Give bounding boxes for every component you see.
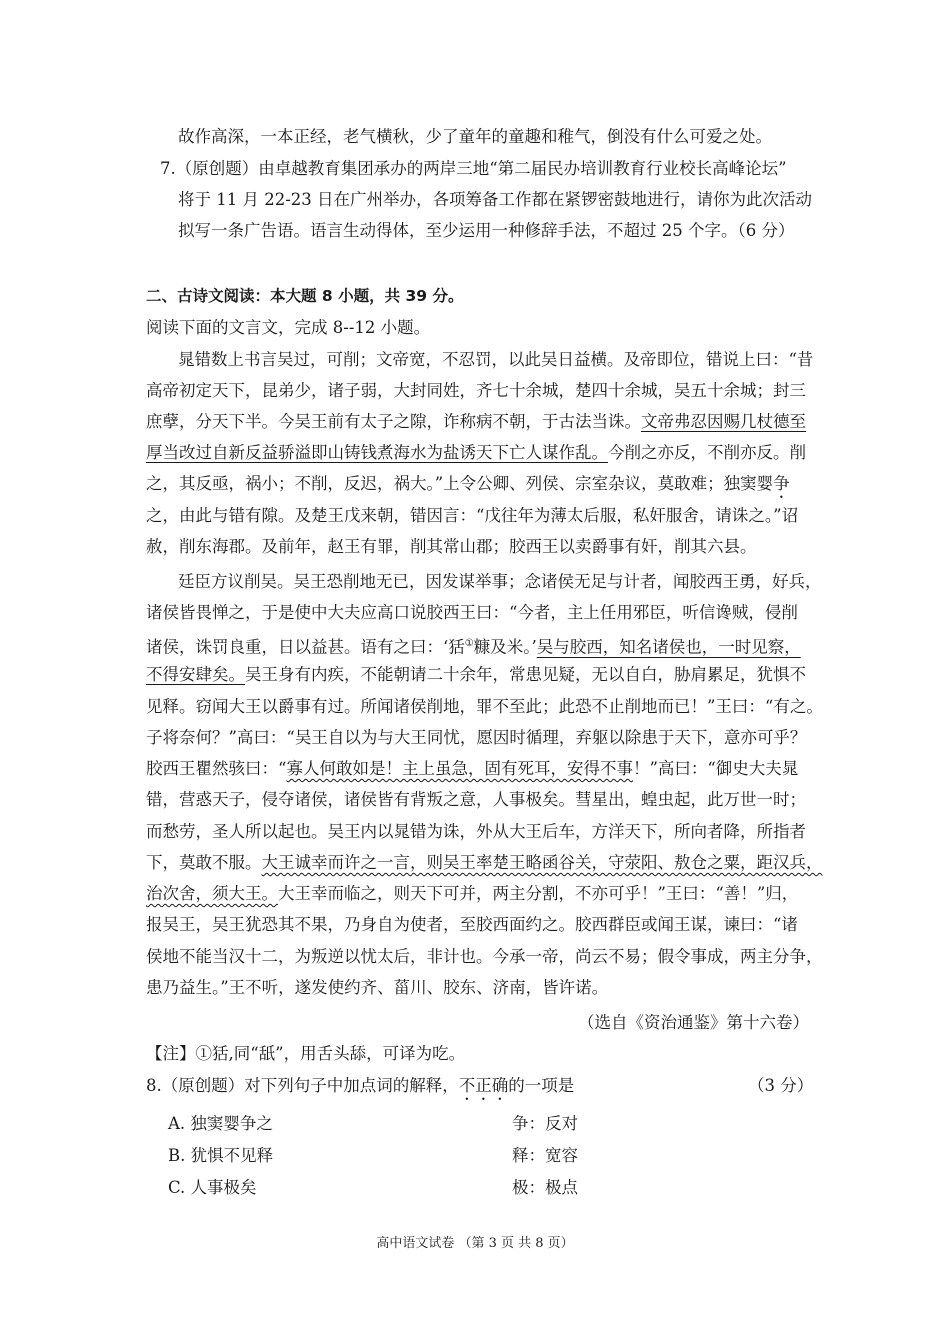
passage-p1-line2: 高帝初定天下，昆弟少，诸子弱，大封同姓，齐七十余城，楚四十余城，吴五十余城；封三 xyxy=(146,381,806,400)
wavy-underlined-sentence: 大王诚幸而许之一言，则吴王率楚王略函谷关，守荥阳、敖仓之粟，距汉兵， xyxy=(261,853,823,872)
wavy-underlined-sentence: 寡人何敢如是！主上虽急，固有死耳，安得不事 xyxy=(286,759,633,778)
passage-p1-line4 xyxy=(146,442,806,464)
passage-text: 于古法当诛。 xyxy=(542,412,641,431)
underlined-sentence: 不得安肆矣。 xyxy=(146,665,245,684)
q8-score: （3 分） xyxy=(748,1076,814,1095)
passage-source: （选自《资治通鉴》第十六卷） xyxy=(578,1013,809,1032)
passage-text: 之，其反亟，祸小；不削，反迟，祸大。”上令公卿、列侯、宗室杂议，莫敢难；独窦婴 xyxy=(146,474,774,493)
annotation-note: 【注】①狧,同“舐”，用舌头舔，可译为吃。 xyxy=(146,1044,466,1063)
passage-p2-line1: 廷臣方议削吴。吴王恐削地无已，因发谋举事；念诸侯无足与计者，闻胶西王勇，好兵， xyxy=(178,572,822,591)
passage-p1-line3 xyxy=(146,411,806,433)
underlined-sentence: 吴与胶西，知名诸侯也，一时见察， xyxy=(536,637,801,657)
passage-text: 庶孽，分天下半。今吴王前有太子之隙，诈称病不朝， xyxy=(146,412,542,431)
passage-text: 诸侯，诛罚良重，日以益甚。语有之曰：‘狧 xyxy=(146,637,465,657)
option-c-label: C. 人事极矣 xyxy=(168,1178,257,1197)
q8-emphasis: 不正确 xyxy=(458,1076,509,1095)
q7-line1: 7.（原创题）由卓越教育集团承办的两岸三地“第二届民办培训教育行业校长高峰论坛” xyxy=(160,159,787,178)
passage-p2-line8: 错，营惑天子，侵夺诸侯，诸侯皆有背叛之意，人事极矣。彗星出，蝗虫起，此万世一时； xyxy=(146,790,806,809)
passage-p2-line4 xyxy=(146,664,806,686)
passage-p2-line3 xyxy=(146,633,801,659)
passage-p2-line10 xyxy=(146,852,823,874)
passage-p1-line1: 晁错数上书言吴过，可削；文帝宽，不忍罚，以此吴日益横。及帝即位，错说上曰：“昔 xyxy=(178,350,814,369)
option-a-explanation: 争：反对 xyxy=(512,1114,578,1133)
passage-text: 下，莫敢不服。 xyxy=(146,853,262,872)
passage-p2-line11 xyxy=(146,883,798,905)
passage-p1-line6: 之，由此与错有隙。及楚王戊来朝，错因言：“戊往年为薄太后服，私奸服舍，请诛之。”诏 xyxy=(146,506,799,525)
passage-p2-line2: 诸侯皆畏惮之，于是使中大夫应高口说胶西王曰：“今者，主上任用邪臣，听信谗贼，侵削 xyxy=(146,603,798,622)
passage-p1-line5 xyxy=(146,473,790,502)
option-b-explanation: 释：宽容 xyxy=(512,1146,578,1165)
option-a-label: A. 独窦婴争之 xyxy=(168,1114,273,1133)
q8-stem-text: 的一项是 xyxy=(508,1076,575,1095)
page-footer: 高中语文试卷 （第 3 页 共 8 页） xyxy=(376,1236,574,1251)
q6-tail: 故作高深，一本正经，老气横秋，少了童年的童趣和稚气，倒没有什么可爱之处。 xyxy=(178,127,772,146)
passage-text: 今削之亦反，不削亦反。削 xyxy=(608,443,806,462)
option-c-explanation: 极：极点 xyxy=(512,1178,578,1197)
passage-p1-line7: 赦，削东海郡。及前年，赵王有罪，削其常山郡；胶西王以卖爵事有奸，削其六县。 xyxy=(146,537,757,556)
passage-text: 大王幸而临之，则天下可并，两主分割，不亦可乎！”王曰：“善！”归， xyxy=(278,884,799,903)
passage-p2-line12: 报吴王，吴王犹恐其不果，乃身自为使者，至胶西面约之。胶西群臣或闻王谋，谏曰：“诸 xyxy=(146,915,798,934)
wavy-underlined-sentence: 治次舍，须大王。 xyxy=(146,884,278,903)
passage-p2-line7 xyxy=(146,758,798,780)
passage-text: 吴王身有内疾，不能朝请二十余年，常患见疑，无以自白，胁肩累足，犹惧不 xyxy=(245,665,806,684)
dotted-word: 争 xyxy=(773,474,790,493)
q8-stem-text: 8.（原创题）对下列句子中加点词的解释， xyxy=(146,1076,459,1095)
passage-p2-line14: 患乃益生。”王不听，遂发使约齐、菑川、胶东、济南，皆许诺。 xyxy=(146,978,609,997)
q8-stem xyxy=(146,1075,574,1104)
section2-heading: 二、古诗文阅读：本大题 8 小题，共 39 分。 xyxy=(146,287,464,305)
option-b-label: B. 犹惧不见释 xyxy=(168,1146,274,1165)
passage-p2-line5: 见释。窃闻大王以爵事有过。所闻诸侯削地，罪不至此；此恐不止削地而已！”王曰：“有之。 xyxy=(146,697,823,716)
note-mark: ① xyxy=(464,638,474,649)
passage-p2-line6: 子将奈何？”高曰：“吴王自以为与大王同忧，愿因时循理，弃躯以除患于天下，意亦可乎？ xyxy=(146,728,807,747)
underlined-sentence: 厚当改过自新反益骄溢即山铸钱煮海水为盐诱天下亡人谋作乱。 xyxy=(146,443,608,462)
passage-p2-line9: 而愁劳，圣人所以起也。吴王内以晁错为诛，外从大王后车，方洋天下，所向者降，所指者 xyxy=(146,822,806,841)
passage-text: 糠及米。’ xyxy=(473,637,537,657)
section2-intro: 阅读下面的文言文，完成 8--12 小题。 xyxy=(146,318,431,337)
passage-text: 胶西王瞿然骇曰：“ xyxy=(146,759,287,778)
q7-line2: 将于 11 月 22-23 日在广州举办，各项筹备工作都在紧锣密鼓地进行，请你为此次活动 xyxy=(178,190,813,209)
passage-p2-line13: 侯地不能当汉十二，为叛逆以忧太后，非计也。今承一帝，尚云不易；假令事成，两主分争， xyxy=(146,947,823,966)
q7-line3: 拟写一条广告语。语言生动得体，至少运用一种修辞手法，不超过 25 个字。（6 分） xyxy=(178,221,795,240)
passage-text: ！”高曰：“御史大夫晁 xyxy=(632,759,799,778)
underlined-sentence: 文帝弗忍因赐几杖德至 xyxy=(641,412,806,431)
